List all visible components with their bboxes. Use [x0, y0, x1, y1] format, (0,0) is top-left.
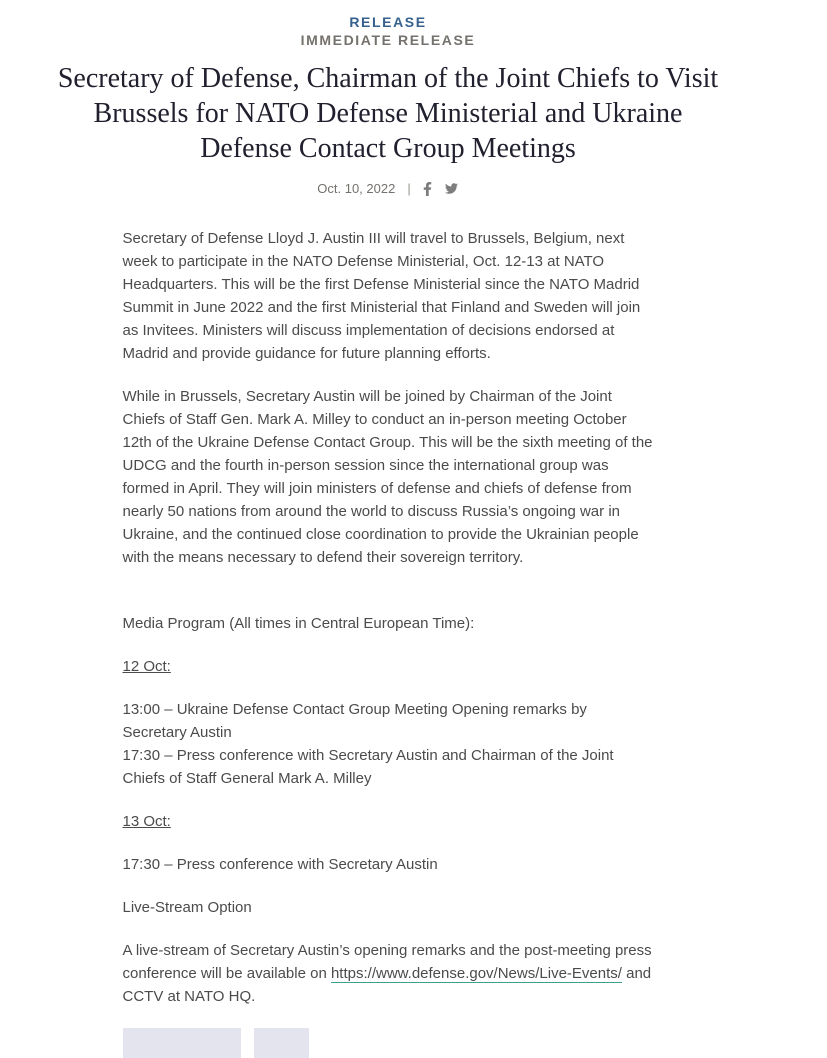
tag-button[interactable] [123, 1028, 241, 1058]
closing-text-after: and CCTV at NATO HQ. [122, 965, 652, 1005]
schedule-date-13-oct [123, 810, 654, 833]
release-label: RELEASE [349, 14, 427, 30]
closing-text-before: A live-stream of Secretary Austin’s opening remarks and the post-meeting press conference will be available on [122, 942, 652, 982]
schedule-items-13-oct [123, 853, 654, 876]
article-body [123, 227, 654, 1058]
schedule-item: 17:30 – Press conference with Secretary Austin [122, 856, 438, 873]
meta-separator: | [407, 181, 411, 196]
release-date: Oct. 10, 2022 [317, 181, 396, 196]
meta-row [0, 181, 776, 196]
paragraph-1: Secretary of Defense Lloyd J. Austin III will travel to Brussels, Belgium, next week to participate in the NATO Defense Ministerial, Oct. 12-13 at NATO Headquarters. This will be the first Defense Ministerial since the NATO Madrid Summit in June 2022 and the first Ministerial that Finland and Sweden will join as Invitees. Ministers will discuss implementation of decisions endorsed at Madrid and provide guidance for future planning efforts. [122, 230, 641, 362]
schedule-item: 17:30 – Press conference with Secretary Austin and Chairman of the Joint Chiefs of Staff General Mark A. Milley [122, 747, 614, 787]
twitter-share-icon[interactable] [444, 182, 459, 195]
schedule-date-12-oct [123, 655, 654, 678]
facebook-share-icon[interactable] [423, 182, 432, 196]
media-program-heading: Media Program (All times in Central European Time): [122, 615, 475, 632]
live-stream-heading: Live-Stream Option [122, 899, 252, 916]
schedule-items-12-oct [123, 698, 654, 790]
schedule-date-label: 13 Oct: [122, 813, 171, 830]
page-title: Secretary of Defense, Chairman of the Joint Chiefs to Visit Brussels for NATO Defense Ministerial and Ukraine Defense Contact Group Meetings [57, 63, 719, 164]
paragraph-2: While in Brussels, Secretary Austin will be joined by Chairman of the Joint Chiefs of Staff Gen. Mark A. Milley to conduct an in-person meeting October 12th of the Ukraine Defense Contact Group. This will be the sixth meeting of the UDCG and the fourth in-person session since the international group was formed in April. They will join ministers of defense and chiefs of defense from nearly 50 nations from around the world to discuss Russia’s ongoing war in Ukraine, and the continued close coordination to provide the Ukrainian people with the means necessary to defend their sovereign territory. [122, 388, 653, 566]
schedule-date-label: 12 Oct: [122, 658, 171, 675]
tag-row [123, 1028, 654, 1058]
schedule-item: 13:00 – Ukraine Defense Contact Group Meeting Opening remarks by Secretary Austin [122, 701, 587, 741]
immediate-release-label: IMMEDIATE RELEASE [300, 32, 476, 48]
closing-paragraph [123, 939, 654, 1008]
tag-button[interactable] [254, 1028, 309, 1058]
live-events-link[interactable]: https://www.defense.gov/News/Live-Events/ [330, 965, 622, 982]
